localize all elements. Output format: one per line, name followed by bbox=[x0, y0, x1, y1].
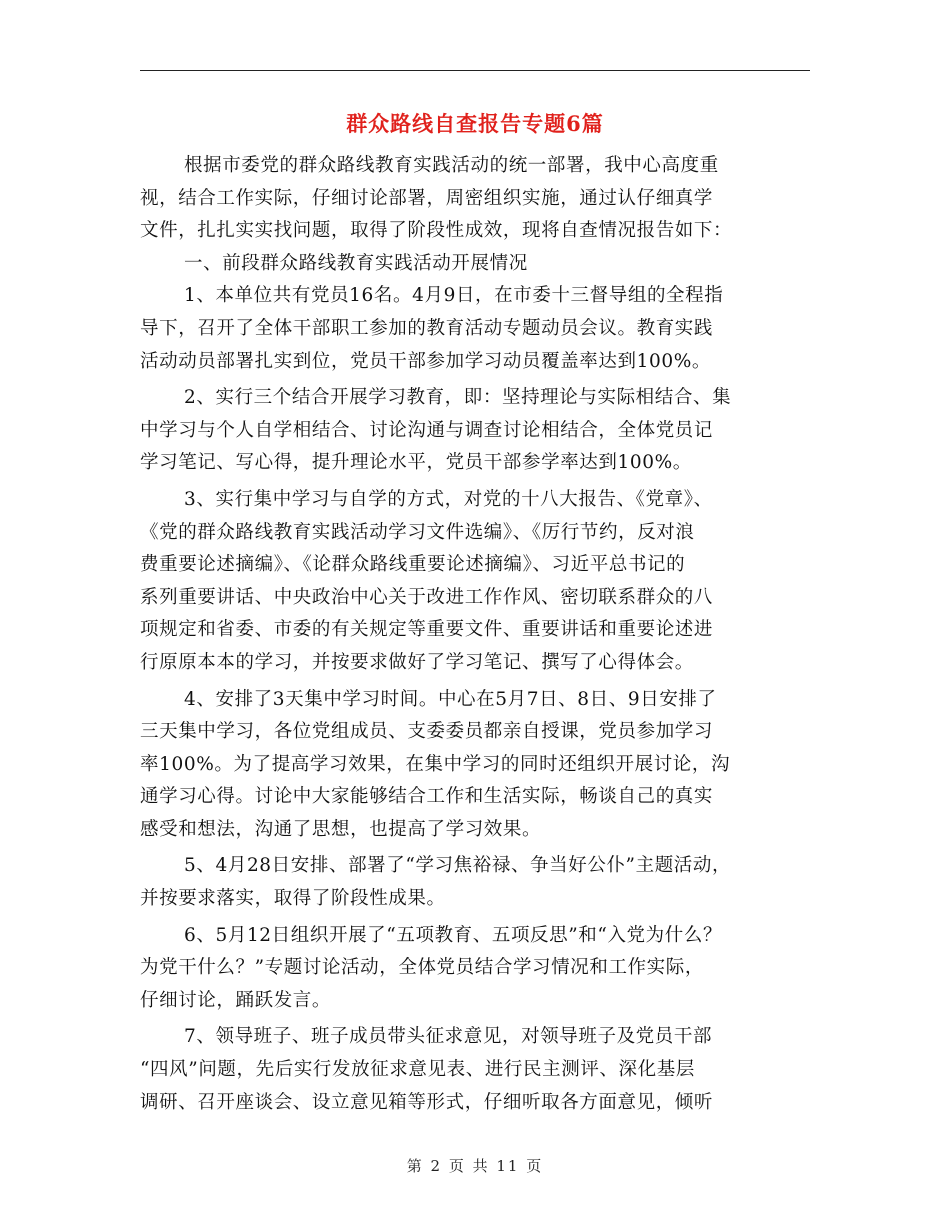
text-line: 4、安排了3天集中学习时间。中心在5月7日、8日、9日安排了 bbox=[184, 688, 717, 710]
document-title: 群众路线自查报告专题6篇 bbox=[346, 111, 604, 136]
text-line: 调研、召开座谈会、设立意见箱等形式，仔细听取各方面意见，倾听 bbox=[140, 1091, 714, 1113]
document-body bbox=[140, 150, 800, 1119]
text-line: 系列重要讲话、中央政治中心关于改进工作作风、密切联系群众的八 bbox=[140, 586, 714, 608]
text-line: 一、前段群众路线教育实践活动开展情况 bbox=[184, 252, 528, 274]
paragraph bbox=[140, 850, 800, 915]
paragraph bbox=[140, 382, 800, 480]
text-line: 费重要论述摘编》、《论群众路线重要论述摘编》、习近平总书记的 bbox=[140, 554, 686, 576]
text-line: 视，结合工作实际，仔细讨论部署，周密组织实施，通过认仔细真学 bbox=[140, 187, 714, 209]
paragraph bbox=[140, 920, 800, 1018]
text-line: 感受和想法，沟通了思想，也提高了学习效果。 bbox=[140, 818, 542, 840]
text-line: 7、领导班子、班子成员带头征求意见，对领导班子及党员干部 bbox=[184, 1026, 713, 1048]
text-line: 文件，扎扎实实找问题，取得了阶段性成效，现将自查情况报告如下： bbox=[140, 220, 733, 242]
paragraph bbox=[140, 1021, 800, 1119]
text-line: 率100%。为了提高学习效果，在集中学习的同时还组织开展讨论，沟 bbox=[140, 753, 731, 775]
text-line: 活动动员部署扎实到位，党员干部参加学习动员覆盖率达到100%。 bbox=[140, 350, 711, 372]
header-rule bbox=[140, 70, 810, 71]
page-number-footer: 第 2 页 共 11 页 bbox=[406, 1157, 544, 1175]
text-line: 6、5月12日组织开展了“五项教育、五项反思”和“入党为什么？ bbox=[184, 924, 723, 946]
text-line: 三天集中学习，各位党组成员、支委委员都亲自授课，党员参加学习 bbox=[140, 721, 714, 743]
text-line: 1、本单位共有党员16名。4月9日，在市委十三督导组的全程指 bbox=[184, 285, 724, 307]
text-line: 中学习与个人自学相结合、讨论沟通与调查讨论相结合，全体党员记 bbox=[140, 419, 714, 441]
text-line: 仔细讨论，踊跃发言。 bbox=[140, 989, 332, 1011]
text-line: 并按要求落实，取得了阶段性成果。 bbox=[140, 888, 446, 910]
paragraph bbox=[140, 280, 800, 378]
text-line: 根据市委党的群众路线教育实践活动的统一部署，我中心高度重 bbox=[184, 155, 719, 176]
text-line: 导下，召开了全体干部职工参加的教育活动专题动员会议。教育实践 bbox=[140, 317, 714, 339]
text-line: 5、4月28日安排、部署了“学习焦裕禄、争当好公仆”主题活动， bbox=[184, 855, 732, 877]
text-line: 2、实行三个结合开展学习教育，即：坚持理论与实际相结合、集 bbox=[184, 387, 732, 409]
paragraph bbox=[140, 150, 800, 248]
text-line: 通学习心得。讨论中大家能够结合工作和生活实际，畅谈自己的真实 bbox=[140, 786, 714, 808]
text-line: 《党的群众路线教育实践活动学习文件选编》、《厉行节约，反对浪 bbox=[140, 521, 695, 543]
text-line: 3、实行集中学习与自学的方式，对党的十八大报告、《党章》、 bbox=[184, 488, 713, 510]
text-line: 为党干什么？”专题讨论活动，全体党员结合学习情况和工作实际， bbox=[140, 957, 704, 979]
text-line: “四风”问题，先后实行发放征求意见表、进行民主测评、深化基层 bbox=[140, 1059, 695, 1081]
paragraph bbox=[140, 484, 800, 680]
text-line: 学习笔记、写心得，提升理论水平，党员干部参学率达到100%。 bbox=[140, 452, 692, 474]
section-heading bbox=[140, 248, 800, 281]
paragraph bbox=[140, 684, 800, 847]
text-line: 行原原本本的学习，并按要求做好了学习笔记、撰写了心得体会。 bbox=[140, 651, 694, 673]
text-line: 项规定和省委、市委的有关规定等重要文件、重要讲话和重要论述进 bbox=[140, 619, 714, 641]
